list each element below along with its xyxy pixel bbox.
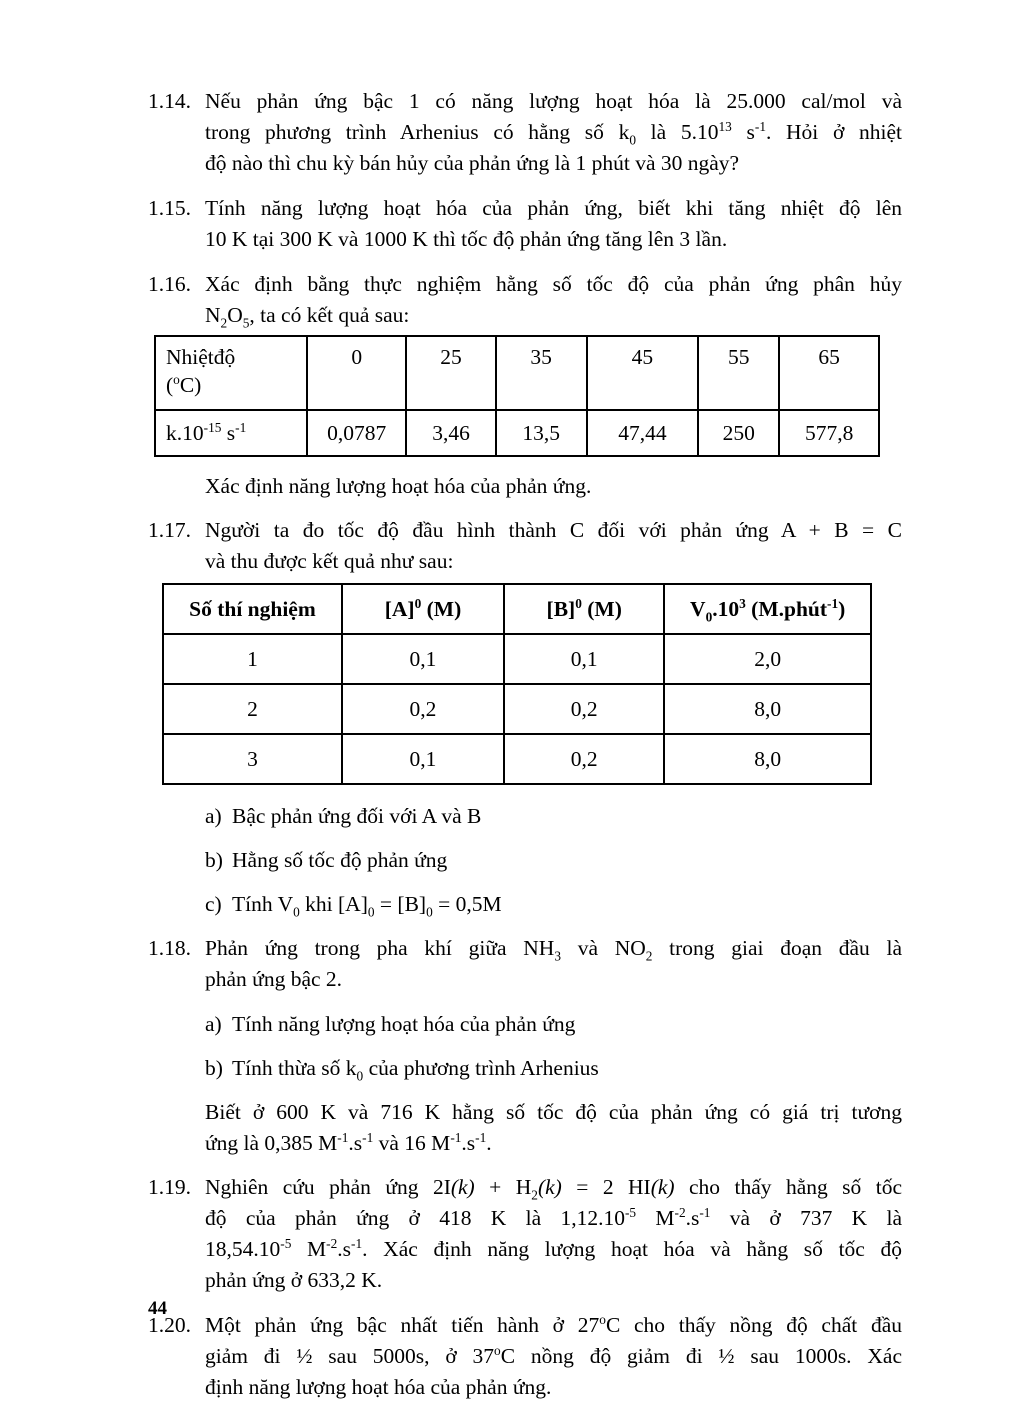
text-run: ) (838, 597, 846, 621)
problem-1-15 (148, 193, 902, 255)
superscript: -1 (362, 1129, 374, 1145)
italic-run: (k) (650, 1175, 675, 1199)
superscript: -1 (475, 1129, 487, 1145)
experiment-data-table (162, 583, 872, 785)
column-header-a-concentration (342, 584, 504, 634)
problem-1-17 (148, 515, 902, 577)
text-run: Một phản ứng bậc nhất tiến hành ở 27 (205, 1313, 600, 1337)
problem-1-14 (148, 86, 902, 179)
table-cell: 13,5 (496, 410, 587, 456)
text-run: và ở 737 K là (710, 1206, 902, 1230)
text-line (205, 1128, 902, 1159)
text-run: (M.phút (745, 597, 828, 621)
problem-number: 1.15. (148, 196, 191, 220)
text-run: .s (337, 1237, 352, 1261)
item-marker: a) (205, 804, 222, 828)
text-run: k.10 (166, 421, 204, 445)
table-cell: 0,1 (342, 634, 504, 684)
text-run: Nhiệt (166, 345, 214, 369)
problem-1-17-item-c (148, 889, 902, 920)
table-cell: 0 (307, 336, 406, 410)
superscript: -2 (326, 1235, 338, 1251)
table-cell: 8,0 (664, 734, 871, 784)
text-run: trong giai đoạn đầu là (652, 936, 902, 960)
text-line: Người ta đo tốc độ đầu hình thành C đối với phản ứng A + B = C (205, 518, 902, 542)
table-cell: 35 (496, 336, 587, 410)
item-marker: b) (205, 848, 223, 872)
superscript: -1 (450, 1129, 462, 1145)
column-header-experiment-no: Số thí nghiệm (163, 584, 342, 634)
problem-body (205, 193, 902, 255)
superscript: -1 (699, 1204, 711, 1220)
superscript: o (173, 371, 180, 387)
problem-number: 1.18. (148, 936, 191, 960)
text-run: cho thấy hằng số tốc (674, 1175, 903, 1199)
table-cell: 0,2 (504, 734, 664, 784)
subscript: 0 (629, 132, 636, 148)
superscript: -15 (203, 419, 222, 435)
text-run: C nồng độ giảm đi ½ sau 1000s. Xác (500, 1344, 902, 1368)
text-line (205, 117, 902, 148)
text-run: độ (213, 345, 236, 369)
text-run: s (731, 120, 755, 144)
text-line: Tính năng lượng hoạt hóa của phản ứng, biết khi tăng nhiệt độ lên (205, 196, 902, 220)
subscript: 0 (367, 904, 375, 920)
problem-1-18-item-a (148, 1009, 902, 1040)
problem-body (205, 515, 902, 577)
text-line (205, 1172, 902, 1203)
text-line: phản ứng ở 633,2 K. (205, 1268, 383, 1292)
italic-run: (k) (537, 1175, 562, 1199)
text-line (205, 1203, 902, 1234)
text-run: giảm đi ½ sau 5000s, ở 37 (205, 1344, 495, 1368)
text-run: ( (166, 373, 174, 397)
superscript: o (494, 1342, 501, 1358)
text-run: = [B] (374, 892, 427, 916)
problem-1-17-item-a (148, 801, 902, 832)
problem-1-18-item-b (148, 1053, 902, 1084)
superscript: -5 (280, 1235, 292, 1251)
superscript: 13 (718, 118, 732, 134)
problem-number: 1.17. (148, 518, 191, 542)
table-cell: 2 (163, 684, 342, 734)
text-run: .s (685, 1206, 700, 1230)
problem-1-16 (148, 269, 902, 331)
problem-number: 1.14. (148, 89, 191, 113)
problem-1-18-note (148, 1097, 902, 1159)
text-run: và NO (560, 936, 646, 960)
problem-body (205, 86, 902, 179)
subscript: 2 (645, 948, 653, 964)
text-run: khi [A] (299, 892, 368, 916)
item-text: Hằng số tốc độ phản ứng (232, 848, 448, 872)
problem-body (205, 933, 902, 995)
subscript: 5 (242, 315, 250, 331)
table-cell: 8,0 (664, 684, 871, 734)
table-cell: 45 (587, 336, 699, 410)
text-run: Nghiên cứu phản ứng 2I (205, 1175, 451, 1199)
superscript: -1 (827, 595, 839, 611)
table-cell: 0,0787 (307, 410, 406, 456)
table-row-rate-constant (155, 410, 879, 456)
text-run: [A] (384, 597, 415, 621)
table-cell: 65 (779, 336, 879, 410)
text-run: 18,54.10 (205, 1237, 281, 1261)
table-cell: 0,2 (504, 684, 664, 734)
text-run: là 5.10 (636, 120, 719, 144)
table-cell: 1 (163, 634, 342, 684)
row-label-temperature (155, 336, 307, 410)
text-line: Nếu phản ứng bậc 1 có năng lượng hoạt hóa là 25.000 cal/mol và (205, 89, 902, 113)
table-cell: 25 (406, 336, 495, 410)
text-run: Tính V (232, 892, 294, 916)
label-line-1 (166, 343, 282, 371)
text-line (205, 1234, 902, 1265)
text-run: M (636, 1206, 675, 1230)
problem-1-16-followup: Xác định năng lượng hoạt hóa của phản ứng. (205, 474, 592, 498)
table-cell: 0,1 (504, 634, 664, 684)
table-cell: 55 (698, 336, 779, 410)
text-line (205, 300, 902, 331)
problem-1-19 (148, 1172, 902, 1296)
text-line: độ nào thì chu kỳ bán hủy của phản ứng là 1 phút và 30 ngày? (205, 151, 740, 175)
text-run: , ta có kết quả sau: (249, 303, 410, 327)
superscript: o (599, 1311, 606, 1327)
item-text (232, 1056, 599, 1084)
text-run: N (205, 303, 221, 327)
column-header-initial-rate (664, 584, 871, 634)
text-run: trong phương trình Arhenius có hằng số k (205, 120, 630, 144)
text-line: Xác định bằng thực nghiệm hằng số tốc độ của phản ứng phân hủy (205, 272, 902, 296)
subscript: 0 (426, 904, 433, 920)
superscript: 0 (414, 595, 422, 611)
table-row (163, 734, 871, 784)
subscript: 0 (356, 1068, 364, 1084)
problem-body (205, 269, 902, 331)
superscript: -1 (235, 419, 247, 435)
text-run: .10 (712, 597, 740, 621)
text-line (205, 1341, 902, 1372)
table-cell: 3,46 (406, 410, 495, 456)
text-run: C cho thấy nồng độ chất đầu (605, 1313, 902, 1337)
table-cell: 250 (698, 410, 779, 456)
table-cell: 3 (163, 734, 342, 784)
table-row-temperature (155, 336, 879, 410)
text-line: 10 K tại 300 K và 1000 K thì tốc độ phản ứng tăng lên 3 lần. (205, 227, 728, 251)
text-run: O (227, 303, 243, 327)
item-text: Bậc phản ứng đối với A và B (232, 804, 482, 828)
text-line: Biết ở 600 K và 716 K hằng số tốc độ của phản ứng có giá trị tương (205, 1100, 902, 1124)
text-run: (M) (421, 597, 462, 621)
problem-1-17-item-b (148, 845, 902, 876)
column-header-b-concentration (504, 584, 664, 634)
text-run: .s (461, 1131, 476, 1155)
superscript: 3 (739, 595, 746, 611)
table-row (163, 634, 871, 684)
problem-number: 1.19. (148, 1175, 191, 1199)
text-line: và thu được kết quả như sau: (205, 549, 454, 573)
row-label-rate-constant (155, 410, 307, 456)
table-row (163, 684, 871, 734)
text-run: s (221, 421, 236, 445)
problem-1-18 (148, 933, 902, 995)
text-run: Tính thừa số k (232, 1056, 357, 1080)
text-run: độ của phản ứng ở 418 K là 1,12.10 (205, 1206, 625, 1230)
problem-number: 1.20. (148, 1313, 191, 1337)
text-run: .s (348, 1131, 363, 1155)
page-number: 44 (148, 1298, 167, 1319)
text-run: ứng là 0,385 M (205, 1131, 338, 1155)
superscript: -1 (337, 1129, 349, 1145)
text-run: M (291, 1237, 327, 1261)
text-run: C) (179, 373, 202, 397)
table-cell: 47,44 (587, 410, 699, 456)
text-run: = 0,5M (432, 892, 502, 916)
text-run: . Hỏi ở nhiệt (765, 120, 902, 144)
problem-1-20 (148, 1310, 902, 1403)
superscript: -1 (351, 1235, 363, 1251)
subscript: 2 (220, 315, 228, 331)
label-line-2 (166, 373, 201, 397)
table-cell: 577,8 (779, 410, 879, 456)
subscript: 3 (554, 948, 561, 964)
problem-body (205, 1172, 902, 1296)
item-marker: b) (205, 1056, 223, 1080)
table-cell: 0,2 (342, 684, 504, 734)
text-line: định năng lượng hoạt hóa của phản ứng. (205, 1375, 552, 1399)
text-run: Phản ứng trong pha khí giữa NH (205, 936, 555, 960)
text-line (205, 933, 902, 964)
text-line (205, 1310, 902, 1341)
text-run: . Xác định năng lượng hoạt hóa và hằng số tốc độ (362, 1237, 902, 1261)
text-run: = 2 HI (561, 1175, 651, 1199)
problem-number: 1.16. (148, 272, 191, 296)
item-marker: c) (205, 892, 222, 916)
item-text (232, 892, 502, 920)
superscript: -1 (754, 118, 766, 134)
table-cell: 2,0 (664, 634, 871, 684)
item-marker: a) (205, 1012, 222, 1036)
text-run: của phương trình Arhenius (363, 1056, 599, 1080)
table-header-row (163, 584, 871, 634)
superscript: 0 (575, 595, 582, 611)
text-run: + H (474, 1175, 532, 1199)
text-run: [B] (546, 597, 576, 621)
subscript: 2 (531, 1187, 538, 1203)
text-run: . (486, 1131, 492, 1155)
subscript: 0 (293, 904, 300, 920)
superscript: -2 (674, 1204, 686, 1220)
text-run: V (690, 597, 706, 621)
text-run: (M) (581, 597, 622, 621)
italic-run: (k) (450, 1175, 475, 1199)
subscript: 0 (705, 609, 713, 625)
superscript: -5 (624, 1204, 637, 1220)
text-run: và 16 M (373, 1131, 451, 1155)
item-text: Tính năng lượng hoạt hóa của phản ứng (232, 1012, 576, 1036)
temperature-rate-table (154, 335, 880, 457)
problem-body (205, 1310, 902, 1403)
table-cell: 0,1 (342, 734, 504, 784)
text-line: phản ứng bậc 2. (205, 967, 343, 991)
